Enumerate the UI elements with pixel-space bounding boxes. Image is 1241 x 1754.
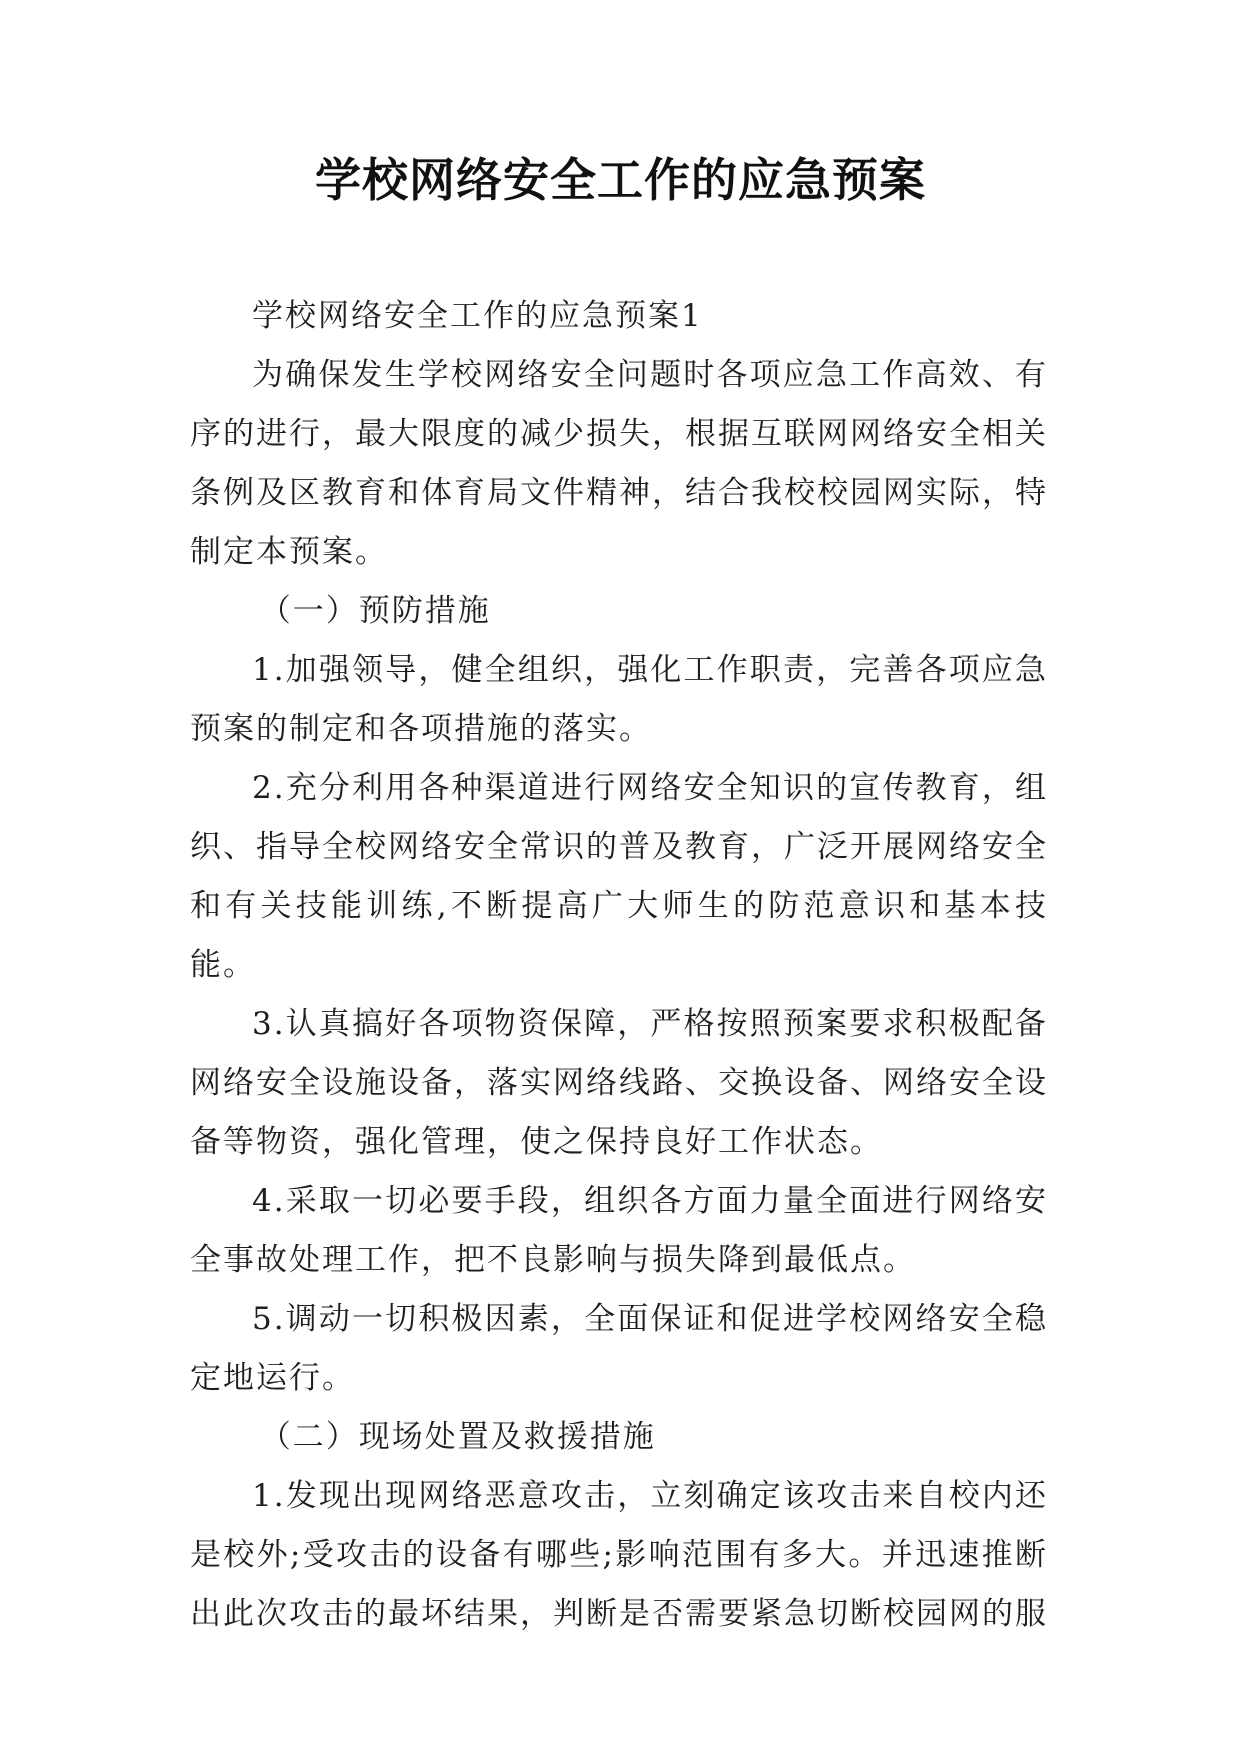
- prevention-item-4: 4.采取一切必要手段，组织各方面力量全面进行网络安全事故处理工作，把不良影响与损失降到最低点。: [190, 1183, 1048, 1278]
- prevention-item-1: 1.加强领导，健全组织，强化工作职责，完善各项应急预案的制定和各项措施的落实。: [190, 652, 1048, 747]
- response-heading: （二）现场处置及救援措施: [259, 1419, 656, 1455]
- prevention-item-5: 5.调动一切积极因素，全面保证和促进学校网络安全稳定地运行。: [190, 1301, 1048, 1396]
- section-title: 学校网络安全工作的应急预案1: [252, 298, 703, 334]
- document-body: [190, 287, 1048, 1644]
- document-title: 学校网络安全工作的应急预案: [315, 153, 926, 207]
- prevention-heading: （一）预防措施: [259, 593, 491, 629]
- prevention-item-3: 3.认真搞好各项物资保障，严格按照预案要求积极配备网络安全设施设备，落实网络线路、交换设备、网络安全设备等物资，强化管理，使之保持良好工作状态。: [190, 1006, 1048, 1160]
- response-item-1: 1.发现出现网络恶意攻击，立刻确定该攻击来自校内还是校外;受攻击的设备有哪些;影响范围有多大。并迅速推断出此次攻击的最坏结果，判断是否需要紧急切断校园网的服: [190, 1478, 1048, 1632]
- intro-paragraph: 为确保发生学校网络安全问题时各项应急工作高效、有序的进行，最大限度的减少损失，根据互联网网络安全相关条例及区教育和体育局文件精神，结合我校校园网实际，特制定本预案。: [190, 357, 1048, 570]
- prevention-item-2: 2.充分利用各种渠道进行网络安全知识的宣传教育，组织、指导全校网络安全常识的普及教育，广泛开展网络安全和有关技能训练,不断提高广大师生的防范意识和基本技能。: [190, 770, 1048, 983]
